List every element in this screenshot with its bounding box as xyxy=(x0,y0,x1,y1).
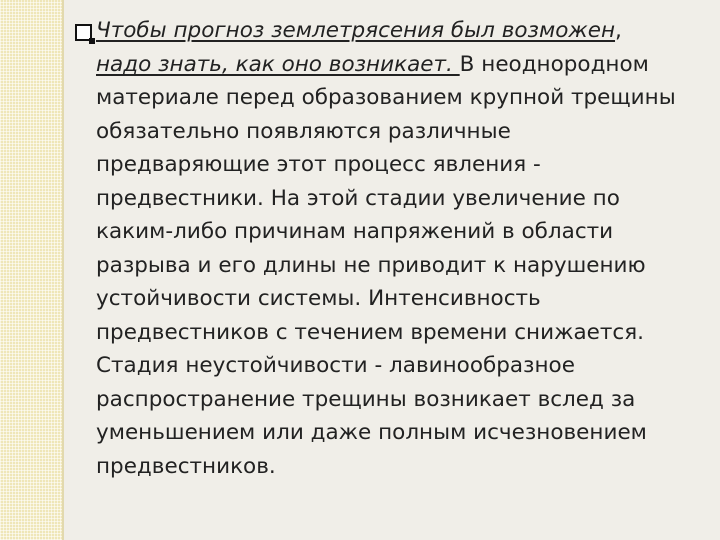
paragraph xyxy=(96,14,712,483)
text-line: обязательно появляются различные xyxy=(96,118,511,144)
text-line: материале перед образованием крупной трещины xyxy=(96,85,676,110)
lead-emphasis: Чтобы прогноз землетрясения был возможен xyxy=(96,18,616,43)
text-line: предвестников. xyxy=(96,453,276,479)
lead-comma: , xyxy=(615,18,622,43)
text-line: каким-либо причинам напряжений в области xyxy=(96,219,614,244)
text-line: Стадия неустойчивости - лавинообразное xyxy=(96,353,575,378)
checkbox-bullet-icon xyxy=(75,24,92,41)
text-line: уменьшением или даже полным исчезновением xyxy=(96,420,647,445)
lead-emphasis-2: надо знать, как оно возникает. xyxy=(96,51,460,77)
slide-body xyxy=(76,14,712,483)
text-line: предвестников с течением времени снижается. xyxy=(96,319,644,345)
text-line: В неоднородном xyxy=(459,51,649,77)
text-line: предвестники. На этой стадии увеличение по xyxy=(96,185,620,211)
text-line: разрыва и его длины не приводит к нарушению xyxy=(96,252,646,278)
text-line: устойчивости системы. Интенсивность xyxy=(96,286,541,311)
side-strip-edge xyxy=(62,0,64,540)
text-line: предваряющие этот процесс явления - xyxy=(96,152,541,177)
text-line: распространение трещины возникает вслед за xyxy=(96,386,636,412)
decorative-side-strip xyxy=(0,0,62,540)
